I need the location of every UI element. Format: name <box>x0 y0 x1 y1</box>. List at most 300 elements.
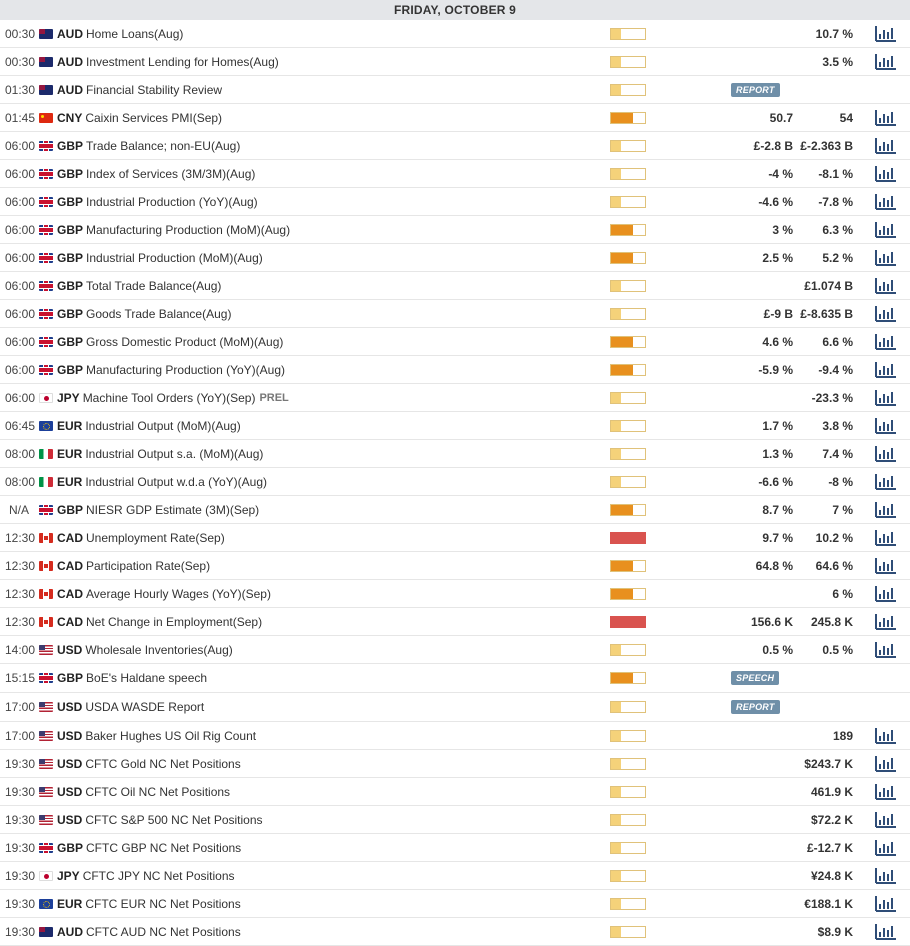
impact-indicator <box>610 926 646 938</box>
event-row[interactable] <box>0 384 910 412</box>
event-time: 06:00 <box>5 278 36 293</box>
event-currency: GBP <box>57 278 84 293</box>
gb-flag-icon <box>39 281 53 291</box>
impact-indicator <box>610 336 646 348</box>
consensus-value: 6.6 % <box>822 334 853 349</box>
event-name[interactable]: USDA WASDE Report <box>85 700 205 714</box>
bar-chart-icon[interactable] <box>875 165 897 182</box>
consensus-value: 10.2 % <box>815 530 853 545</box>
event-label <box>57 918 241 945</box>
consensus-value: -8.1 % <box>818 166 853 181</box>
eu-flag-icon <box>39 899 53 909</box>
actual-value: 4.6 % <box>762 334 793 349</box>
event-label <box>57 524 225 551</box>
event-label <box>57 636 233 663</box>
event-label <box>57 890 241 917</box>
event-label <box>57 132 240 159</box>
gb-flag-icon <box>39 253 53 263</box>
gb-flag-icon <box>39 337 53 347</box>
impact-indicator <box>610 588 646 600</box>
event-currency: GBP <box>57 362 84 377</box>
event-name[interactable]: Total Trade Balance(Aug) <box>86 278 222 293</box>
event-list <box>0 20 910 946</box>
event-label <box>57 188 258 215</box>
event-name[interactable]: Caixin Services PMI(Sep) <box>85 110 223 125</box>
event-row[interactable] <box>0 76 910 104</box>
impact-indicator <box>610 786 646 798</box>
event-name[interactable]: Unemployment Rate(Sep) <box>86 530 225 545</box>
event-name[interactable]: Manufacturing Production (YoY)(Aug) <box>86 362 286 377</box>
event-label <box>57 76 222 103</box>
event-name[interactable]: Industrial Output (MoM)(Aug) <box>85 418 241 433</box>
impact-fill <box>611 393 621 403</box>
consensus-value: 6 % <box>832 586 853 601</box>
gb-flag-icon <box>39 169 53 179</box>
event-label <box>57 356 285 383</box>
impact-fill <box>611 899 621 909</box>
event-row[interactable] <box>0 524 910 552</box>
impact-fill <box>611 589 633 599</box>
jp-flag-icon <box>39 871 53 881</box>
bar-chart-icon[interactable] <box>875 839 897 856</box>
bar-chart-icon[interactable] <box>875 811 897 828</box>
impact-fill <box>611 645 621 655</box>
consensus-value: £1.074 B <box>804 278 853 293</box>
event-name[interactable]: Industrial Production (YoY)(Aug) <box>86 194 258 209</box>
impact-indicator <box>610 196 646 208</box>
bar-chart-icon[interactable] <box>875 137 897 154</box>
impact-indicator <box>610 560 646 572</box>
event-row[interactable] <box>0 300 910 328</box>
consensus-value: €188.1 K <box>804 896 853 911</box>
event-time: 06:00 <box>5 390 36 405</box>
event-name[interactable]: Financial Stability Review <box>86 82 223 97</box>
event-time: 08:00 <box>5 446 36 461</box>
consensus-value: 64.6 % <box>815 558 853 573</box>
event-currency: USD <box>57 756 83 771</box>
event-name[interactable]: Wholesale Inventories(Aug) <box>85 642 233 657</box>
au-flag-icon <box>39 29 53 39</box>
event-currency: GBP <box>57 502 84 517</box>
event-name[interactable]: CFTC EUR NC Net Positions <box>85 896 241 911</box>
event-time: 19:30 <box>5 924 36 939</box>
impact-indicator <box>610 448 646 460</box>
event-name[interactable]: CFTC JPY NC Net Positions <box>82 868 235 883</box>
event-row[interactable] <box>0 132 910 160</box>
us-flag-icon <box>39 645 53 655</box>
event-time: 19:30 <box>5 896 36 911</box>
impact-indicator <box>610 28 646 40</box>
event-label <box>57 862 235 889</box>
actual-value: -4 % <box>768 166 793 181</box>
event-name[interactable]: Net Change in Employment(Sep) <box>86 614 263 629</box>
report-badge[interactable]: REPORT <box>731 700 780 714</box>
au-flag-icon <box>39 85 53 95</box>
report-badge[interactable]: REPORT <box>731 83 780 97</box>
actual-value: 1.3 % <box>762 446 793 461</box>
event-currency: EUR <box>57 896 83 911</box>
ca-flag-icon <box>39 561 53 571</box>
event-time: 08:00 <box>5 474 36 489</box>
impact-fill <box>611 702 621 712</box>
impact-fill <box>611 421 621 431</box>
event-currency: CAD <box>57 558 83 573</box>
consensus-value: £-8.635 B <box>800 306 853 321</box>
event-time: 00:30 <box>5 54 36 69</box>
event-row[interactable] <box>0 412 910 440</box>
impact-indicator <box>610 701 646 713</box>
bar-chart-icon[interactable] <box>875 529 897 546</box>
gb-flag-icon <box>39 365 53 375</box>
event-label <box>57 552 210 579</box>
au-flag-icon <box>39 927 53 937</box>
event-label <box>57 468 267 495</box>
event-currency: CAD <box>57 530 83 545</box>
impact-indicator <box>610 84 646 96</box>
event-time: 06:00 <box>5 362 36 377</box>
actual-value: 0.5 % <box>762 642 793 657</box>
event-time: 00:30 <box>5 26 36 41</box>
bar-chart-icon[interactable] <box>875 727 897 744</box>
consensus-value: -7.8 % <box>818 194 853 209</box>
event-row[interactable] <box>0 496 910 524</box>
us-flag-icon <box>39 731 53 741</box>
event-time: 06:00 <box>5 166 36 181</box>
bar-chart-icon[interactable] <box>875 193 897 210</box>
event-row[interactable] <box>0 806 910 834</box>
event-currency: JPY <box>57 868 80 883</box>
event-name[interactable]: BoE's Haldane speech <box>86 671 208 685</box>
event-currency: GBP <box>57 166 84 181</box>
event-name[interactable]: Participation Rate(Sep) <box>86 558 211 573</box>
event-label <box>57 384 289 411</box>
consensus-value: 189 <box>832 728 853 743</box>
impact-fill <box>611 449 621 459</box>
consensus-value: 54 <box>839 110 853 125</box>
consensus-value: 245.8 K <box>810 614 853 629</box>
impact-fill <box>611 673 633 683</box>
actual-value: 156.6 K <box>750 614 793 629</box>
impact-fill <box>611 309 621 319</box>
event-row[interactable] <box>0 188 910 216</box>
event-time: 15:15 <box>5 671 36 685</box>
consensus-value: 7.4 % <box>822 446 853 461</box>
preliminary-tag: PREL <box>259 391 289 404</box>
impact-fill <box>611 843 621 853</box>
impact-fill <box>611 197 621 207</box>
actual-value: £-2.8 B <box>753 138 793 153</box>
us-flag-icon <box>39 759 53 769</box>
event-time: 19:30 <box>5 784 36 799</box>
event-row[interactable] <box>0 104 910 132</box>
event-row[interactable] <box>0 834 910 862</box>
actual-value: 8.7 % <box>762 502 793 517</box>
impact-indicator <box>610 392 646 404</box>
bar-chart-icon[interactable] <box>875 333 897 350</box>
event-name[interactable]: Baker Hughes US Oil Rig Count <box>85 728 257 743</box>
bar-chart-icon[interactable] <box>875 641 897 658</box>
bar-chart-icon[interactable] <box>875 277 897 294</box>
consensus-value: £-12.7 K <box>806 840 853 855</box>
event-name[interactable]: Trade Balance; non-EU(Aug) <box>86 138 241 153</box>
bar-chart-icon[interactable] <box>875 417 897 434</box>
event-time: 12:30 <box>5 530 36 545</box>
event-name[interactable]: Machine Tool Orders (YoY)(Sep) <box>82 390 256 405</box>
event-time: 12:30 <box>5 614 36 629</box>
impact-fill <box>611 57 621 67</box>
consensus-value: $8.9 K <box>817 924 853 939</box>
impact-indicator <box>610 758 646 770</box>
impact-fill <box>611 787 621 797</box>
event-name[interactable]: CFTC S&P 500 NC Net Positions <box>85 812 263 827</box>
consensus-value: 10.7 % <box>815 26 853 41</box>
event-label <box>57 328 283 355</box>
eu-flag-icon <box>39 421 53 431</box>
consensus-value: ¥24.8 K <box>810 868 853 883</box>
impact-indicator <box>610 308 646 320</box>
event-currency: USD <box>57 812 83 827</box>
bar-chart-icon[interactable] <box>875 221 897 238</box>
actual-value: 3 % <box>772 222 793 237</box>
event-currency: USD <box>57 728 83 743</box>
event-name[interactable]: CFTC AUD NC Net Positions <box>86 924 241 939</box>
bar-chart-icon[interactable] <box>875 923 897 940</box>
ca-flag-icon <box>39 589 53 599</box>
event-label <box>57 750 241 777</box>
event-name[interactable]: Investment Lending for Homes(Aug) <box>86 54 279 69</box>
it-flag-icon <box>39 449 53 459</box>
impact-indicator <box>610 532 646 544</box>
event-row[interactable] <box>0 440 910 468</box>
event-row[interactable] <box>0 160 910 188</box>
event-label <box>57 160 255 187</box>
impact-fill <box>611 561 633 571</box>
consensus-value: 7 % <box>832 502 853 517</box>
gb-flag-icon <box>39 843 53 853</box>
bar-chart-icon[interactable] <box>875 389 897 406</box>
us-flag-icon <box>39 787 53 797</box>
bar-chart-icon[interactable] <box>875 249 897 266</box>
event-currency: USD <box>57 784 83 799</box>
event-name[interactable]: Gross Domestic Product (MoM)(Aug) <box>86 334 284 349</box>
bar-chart-icon[interactable] <box>875 783 897 800</box>
impact-indicator <box>610 870 646 882</box>
event-row[interactable] <box>0 722 910 750</box>
event-row[interactable] <box>0 862 910 890</box>
bar-chart-icon[interactable] <box>875 895 897 912</box>
impact-fill <box>611 29 621 39</box>
bar-chart-icon[interactable] <box>875 557 897 574</box>
consensus-value: 3.8 % <box>822 418 853 433</box>
event-time: 14:00 <box>5 642 36 657</box>
ca-flag-icon <box>39 617 53 627</box>
impact-fill <box>611 365 633 375</box>
gb-flag-icon <box>39 225 53 235</box>
event-row[interactable] <box>0 48 910 76</box>
bar-chart-icon[interactable] <box>875 305 897 322</box>
cn-flag-icon <box>39 113 53 123</box>
event-row[interactable] <box>0 216 910 244</box>
event-label <box>57 48 279 75</box>
event-time: 12:30 <box>5 586 36 601</box>
impact-indicator <box>610 814 646 826</box>
bar-chart-icon[interactable] <box>875 867 897 884</box>
us-flag-icon <box>39 815 53 825</box>
event-name[interactable]: Industrial Output s.a. (MoM)(Aug) <box>85 446 264 461</box>
bar-chart-icon[interactable] <box>875 473 897 490</box>
impact-indicator <box>610 672 646 684</box>
event-currency: AUD <box>57 54 83 69</box>
consensus-value: 461.9 K <box>810 784 853 799</box>
impact-indicator <box>610 616 646 628</box>
impact-fill <box>611 113 633 123</box>
event-label <box>57 693 204 721</box>
us-flag-icon <box>39 702 53 712</box>
bar-chart-icon[interactable] <box>875 445 897 462</box>
event-row[interactable] <box>0 244 910 272</box>
event-name[interactable]: Industrial Output w.d.a (YoY)(Aug) <box>85 474 267 489</box>
event-label <box>57 20 183 47</box>
impact-fill <box>611 927 621 937</box>
consensus-value: -23.3 % <box>811 390 853 405</box>
impact-indicator <box>610 280 646 292</box>
event-currency: GBP <box>57 840 84 855</box>
impact-fill <box>611 85 621 95</box>
event-time: 06:00 <box>5 194 36 209</box>
bar-chart-icon[interactable] <box>875 755 897 772</box>
gb-flag-icon <box>39 673 53 683</box>
event-row[interactable] <box>0 693 910 722</box>
event-label <box>57 412 241 439</box>
event-row[interactable] <box>0 20 910 48</box>
gb-flag-icon <box>39 197 53 207</box>
consensus-value: 6.3 % <box>822 222 853 237</box>
consensus-value: $243.7 K <box>804 756 853 771</box>
event-time: 17:00 <box>5 700 36 714</box>
event-row[interactable] <box>0 636 910 664</box>
gb-flag-icon <box>39 141 53 151</box>
event-row[interactable] <box>0 608 910 636</box>
impact-fill <box>611 337 633 347</box>
event-label <box>57 664 207 692</box>
event-label <box>57 440 263 467</box>
event-time: 19:30 <box>5 868 36 883</box>
event-row[interactable] <box>0 468 910 496</box>
event-name[interactable]: CFTC GBP NC Net Positions <box>86 840 242 855</box>
event-time: 12:30 <box>5 558 36 573</box>
event-label <box>57 216 290 243</box>
event-currency: GBP <box>57 194 84 209</box>
actual-value: 50.7 <box>769 110 793 125</box>
event-currency: AUD <box>57 82 83 97</box>
impact-fill <box>611 225 633 235</box>
event-row[interactable] <box>0 890 910 918</box>
bar-chart-icon[interactable] <box>875 25 897 42</box>
event-time: 06:00 <box>5 306 36 321</box>
event-name[interactable]: NIESR GDP Estimate (3M)(Sep) <box>86 502 260 517</box>
bar-chart-icon[interactable] <box>875 501 897 518</box>
event-row[interactable] <box>0 750 910 778</box>
event-time: 01:45 <box>5 110 36 125</box>
impact-fill <box>611 617 645 627</box>
event-name[interactable]: CFTC Gold NC Net Positions <box>85 756 241 771</box>
event-time: 06:00 <box>5 250 36 265</box>
actual-value: £-9 B <box>763 306 793 321</box>
impact-fill <box>611 141 621 151</box>
consensus-value: 3.5 % <box>822 54 853 69</box>
event-row[interactable] <box>0 356 910 384</box>
event-currency: AUD <box>57 26 83 41</box>
speech-badge[interactable]: SPEECH <box>731 671 779 685</box>
bar-chart-icon[interactable] <box>875 109 897 126</box>
event-name[interactable]: Average Hourly Wages (YoY)(Sep) <box>86 586 271 601</box>
impact-indicator <box>610 898 646 910</box>
event-currency: EUR <box>57 474 83 489</box>
event-name[interactable]: Industrial Production (MoM)(Aug) <box>86 250 263 265</box>
event-time: 06:00 <box>5 334 36 349</box>
bar-chart-icon[interactable] <box>875 585 897 602</box>
event-currency: CAD <box>57 586 83 601</box>
event-time: 19:30 <box>5 756 36 771</box>
day-header: FRIDAY, OCTOBER 9 <box>0 0 910 20</box>
event-name[interactable]: CFTC Oil NC Net Positions <box>85 784 231 799</box>
event-row[interactable] <box>0 580 910 608</box>
actual-value: 2.5 % <box>762 250 793 265</box>
event-currency: CAD <box>57 614 83 629</box>
impact-fill <box>611 815 621 825</box>
impact-indicator <box>610 420 646 432</box>
impact-fill <box>611 169 621 179</box>
event-label <box>57 778 230 805</box>
consensus-value: £-2.363 B <box>800 138 853 153</box>
actual-value: -5.9 % <box>758 362 793 377</box>
consensus-value <box>763 664 853 692</box>
event-name[interactable]: Goods Trade Balance(Aug) <box>86 306 232 321</box>
event-row[interactable] <box>0 664 910 693</box>
impact-indicator <box>610 140 646 152</box>
event-currency: GBP <box>57 306 84 321</box>
event-currency: GBP <box>57 250 84 265</box>
bar-chart-icon[interactable] <box>875 53 897 70</box>
event-row[interactable] <box>0 778 910 806</box>
bar-chart-icon[interactable] <box>875 361 897 378</box>
event-time: 06:00 <box>5 138 36 153</box>
event-currency: CNY <box>57 110 83 125</box>
event-name[interactable]: Index of Services (3M/3M)(Aug) <box>86 166 256 181</box>
event-row[interactable] <box>0 328 910 356</box>
actual-value: 1.7 % <box>762 418 793 433</box>
event-name[interactable]: Home Loans(Aug) <box>86 26 184 41</box>
impact-fill <box>611 477 621 487</box>
event-currency: EUR <box>57 446 83 461</box>
bar-chart-icon[interactable] <box>875 613 897 630</box>
event-row[interactable] <box>0 918 910 946</box>
event-label <box>57 272 221 299</box>
impact-indicator <box>610 112 646 124</box>
event-currency: AUD <box>57 924 83 939</box>
actual-value: -4.6 % <box>758 194 793 209</box>
event-time: 19:30 <box>5 840 36 855</box>
event-label <box>57 806 263 833</box>
impact-indicator <box>610 644 646 656</box>
event-currency: USD <box>57 700 83 714</box>
event-row[interactable] <box>0 272 910 300</box>
event-currency: EUR <box>57 418 83 433</box>
event-label <box>57 300 231 327</box>
event-name[interactable]: Manufacturing Production (MoM)(Aug) <box>86 222 291 237</box>
gb-flag-icon <box>39 505 53 515</box>
event-row[interactable] <box>0 552 910 580</box>
